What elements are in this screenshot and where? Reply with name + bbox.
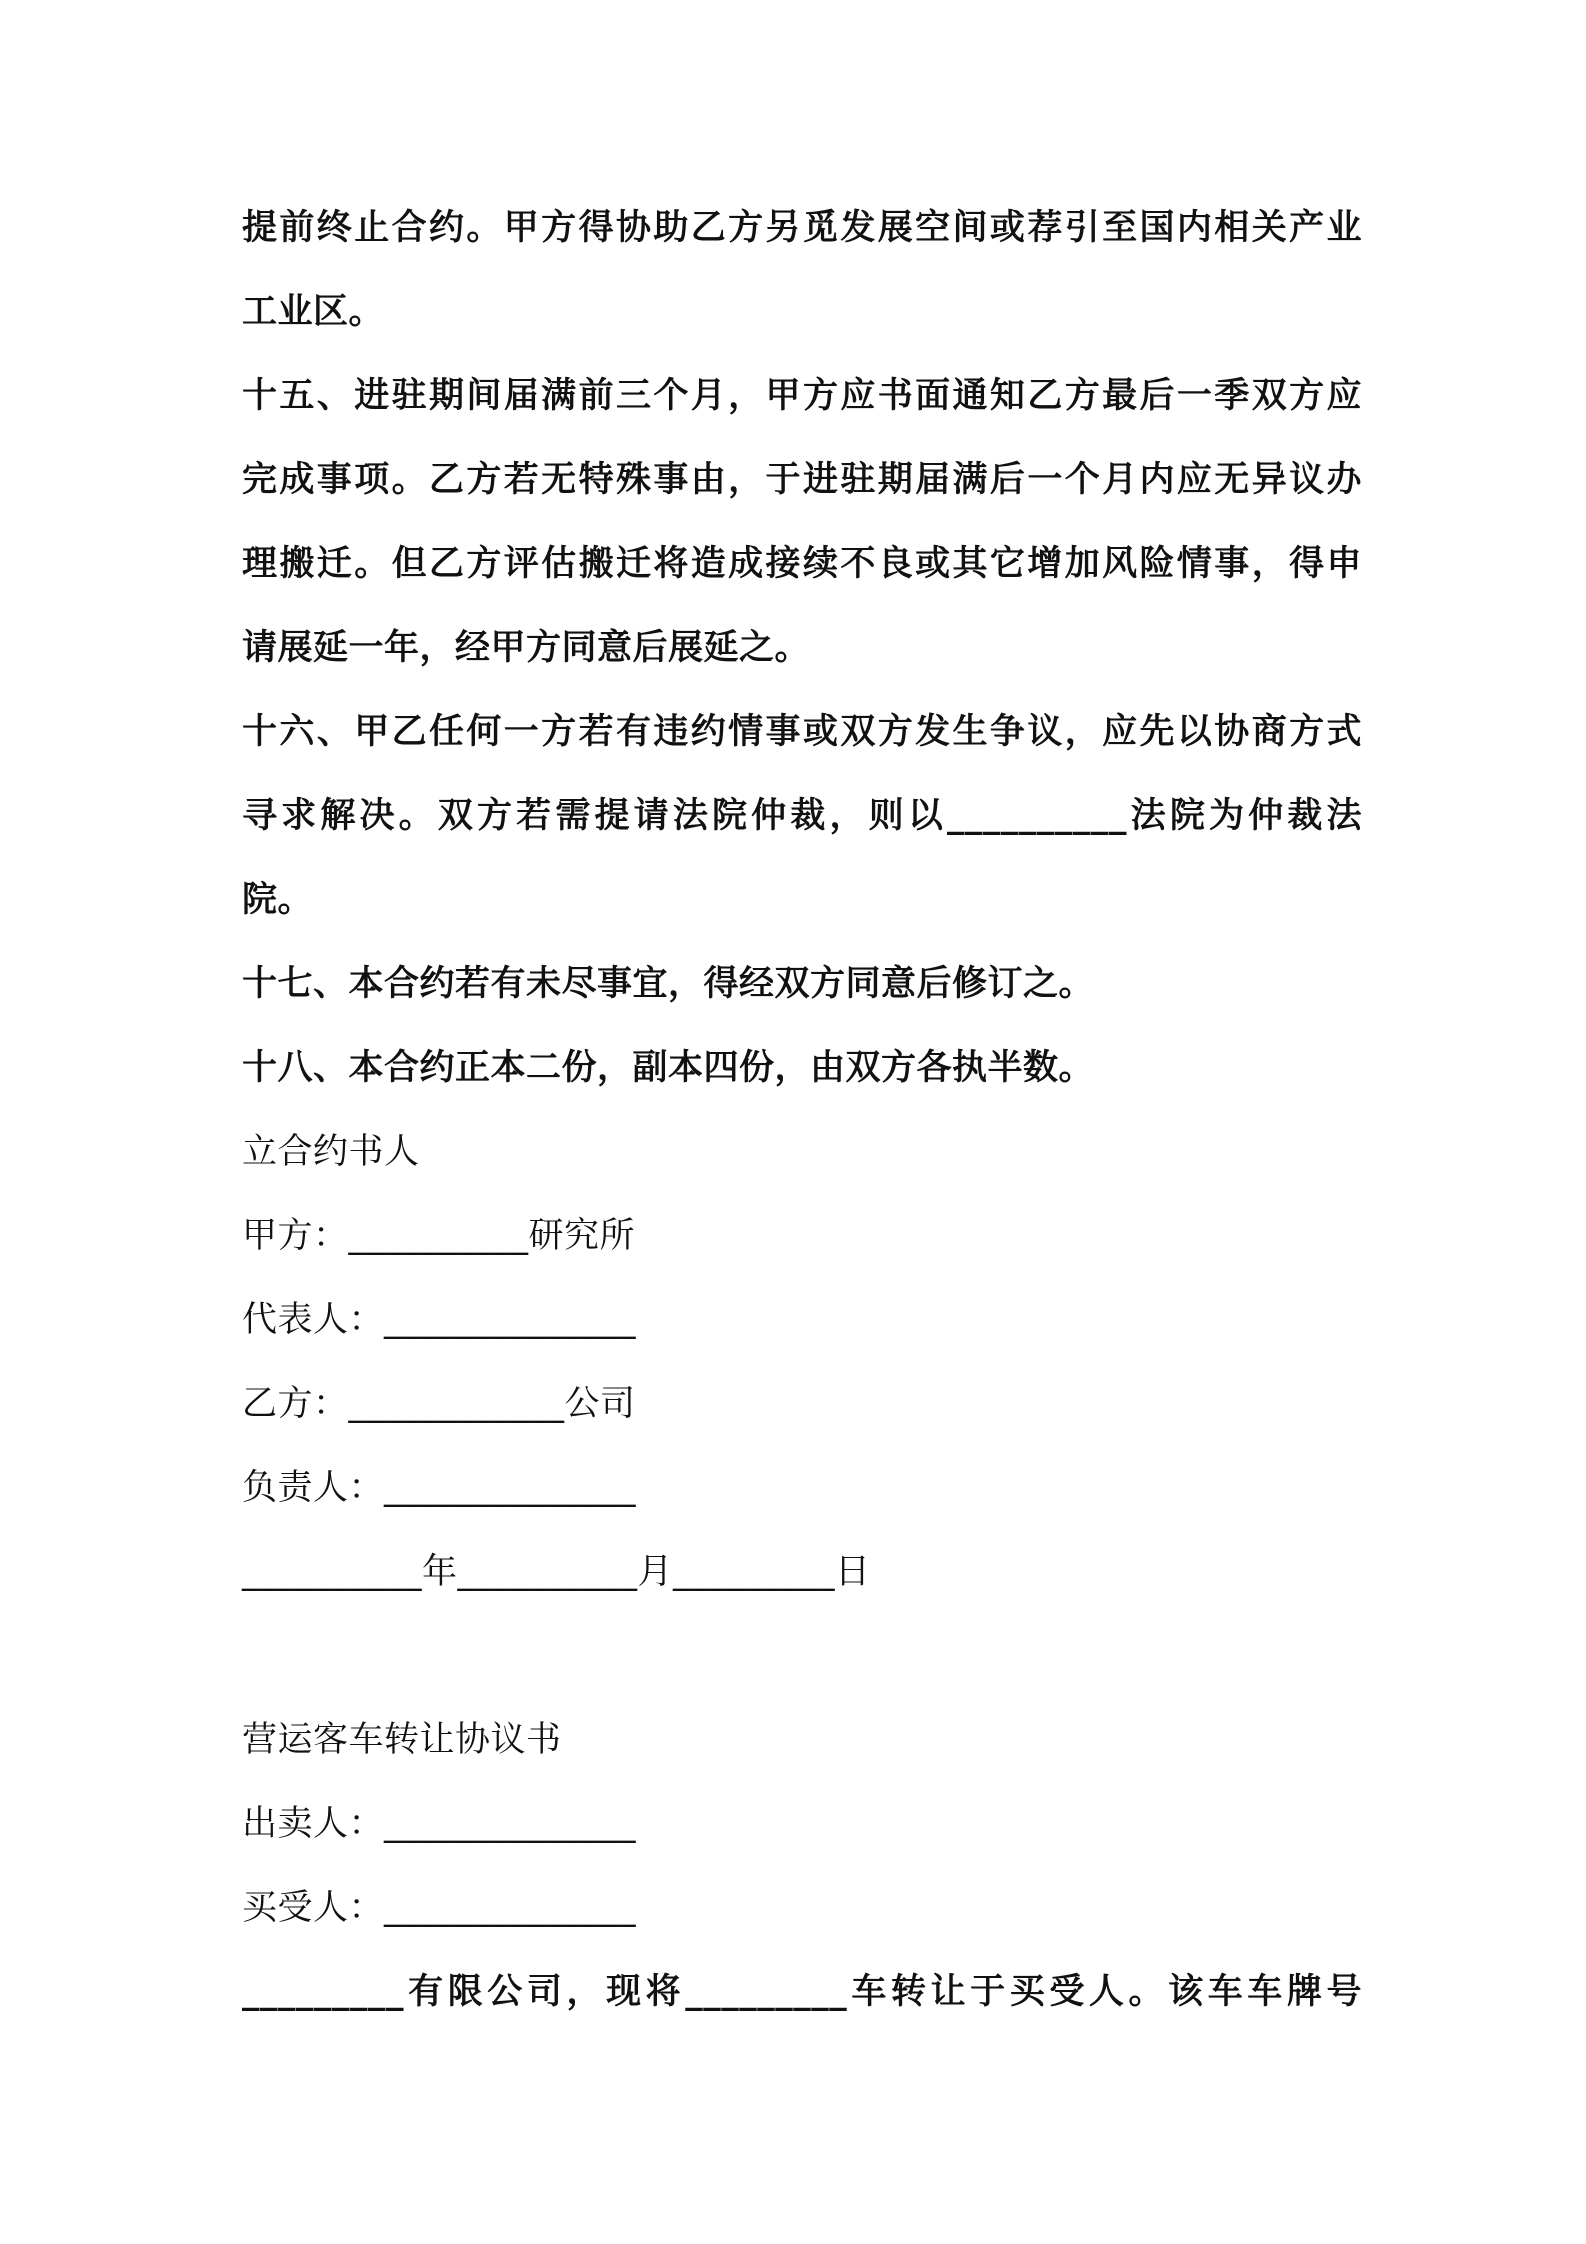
- seller-field: 出卖人：______________: [242, 1804, 637, 1844]
- paragraph-line: 请展延一年，经甲方同意后展延之。: [242, 628, 811, 668]
- clause-16-line: 十六、甲乙任何一方若有违约情事或双方发生争议，应先以协商方式: [242, 712, 1362, 752]
- paragraph-line: 寻求解决。双方若需提请法院仲裁，则以__________法院为仲裁法: [242, 796, 1362, 836]
- buyer-field: 买受人：______________: [242, 1888, 637, 1928]
- clause-15-line: 十五、进驻期间届满前三个月，甲方应书面通知乙方最后一季双方应: [242, 376, 1362, 416]
- clause-18-line: 十八、本合约正本二份，副本四份，由双方各执半数。: [242, 1048, 1095, 1088]
- paragraph-line: 院。: [242, 880, 314, 920]
- representative-field: 代表人：______________: [242, 1300, 637, 1340]
- date-field: __________年__________月_________日: [242, 1552, 871, 1592]
- paragraph-line: 理搬迁。但乙方评估搬迁将造成接续不良或其它增加风险情事，得申: [242, 544, 1362, 584]
- party-b-field: 乙方：____________公司: [242, 1384, 636, 1424]
- paragraph-line: 提前终止合约。甲方得协助乙方另觅发展空间或荐引至国内相关产业: [242, 208, 1362, 248]
- paragraph-line: 完成事项。乙方若无特殊事由，于进驻期届满后一个月内应无异议办: [242, 460, 1362, 500]
- agreement-title: 营运客车转让协议书: [242, 1720, 562, 1760]
- paragraph-line: _________有限公司，现将_________车转让于买受人。该车车牌号: [242, 1972, 1362, 2012]
- clause-17-line: 十七、本合约若有未尽事宜，得经双方同意后修订之。: [242, 964, 1095, 1004]
- party-a-field: 甲方：__________研究所: [242, 1216, 636, 1256]
- paragraph-line: 工业区。: [242, 292, 385, 332]
- signatories-heading: 立合约书人: [242, 1132, 420, 1172]
- responsible-person-field: 负责人：______________: [242, 1468, 637, 1508]
